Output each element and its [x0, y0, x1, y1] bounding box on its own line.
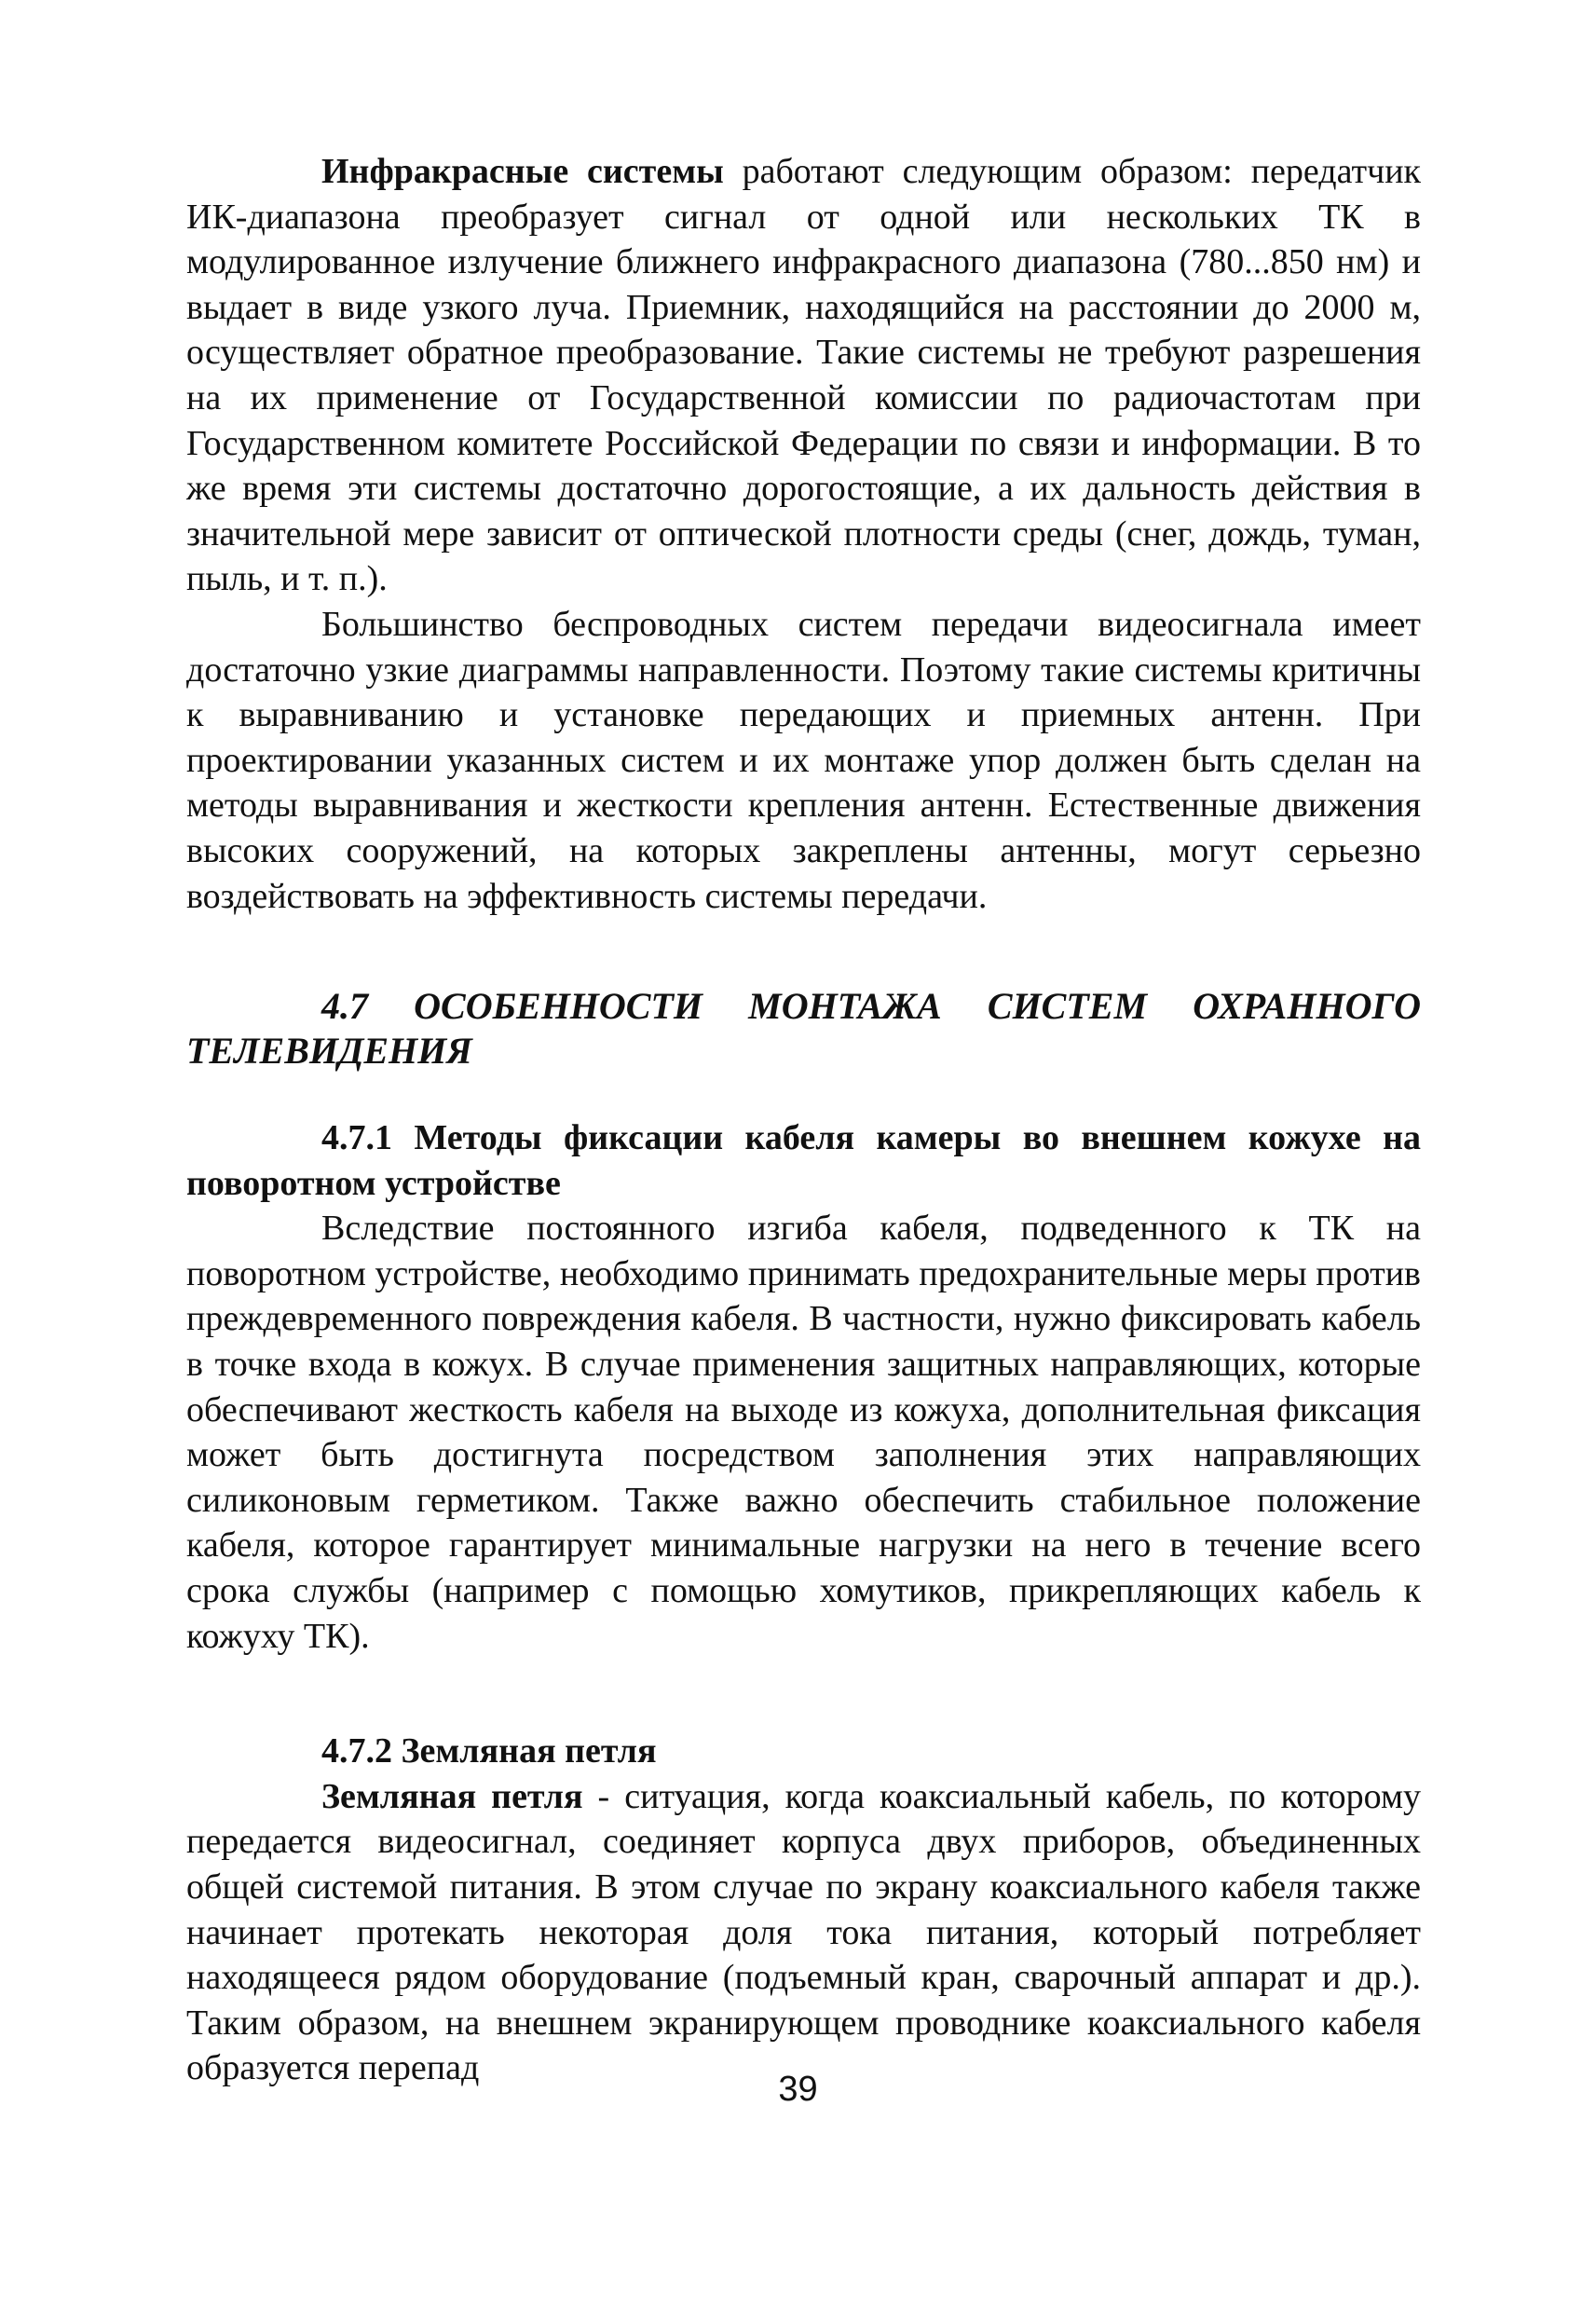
paragraph-ground-loop-text: - ситуация, когда коаксиальный кабель, по которому передается видеосигнал, соединяет корпуса двух приборов, объединенных общей системой питания. В этом случае по экрану коаксиального кабеля также начинает протекать некоторая доля тока питания, который потребляет находящееся рядом оборудование (подъемный кран, сварочный аппарат и др.). Таким образом, на внешнем экранирующем проводнике коаксиального кабеля образуется перепад	[186, 1776, 1421, 2088]
subsection-title-cable-fixation: 4.7.1 Методы фиксации кабеля камеры во внешнем кожухе на поворотном устройстве	[186, 1118, 1421, 1203]
paragraph-wireless-systems: Большинство беспроводных систем передачи видеосигнала имеет достаточно узкие диаграммы направленности. Поэтому такие системы критичны к выравниванию и установке передающих и приемных антенн. При проектировании указанных систем и их монтаже упор должен быть сделан на методы выравнивания и жесткости крепления антенн. Естественные движения высоких сооружений, на которых закреплены антенны, могут серьезно воздействовать на эффективность системы передачи.	[186, 604, 1421, 916]
page-content	[186, 149, 1421, 2091]
term-ground-loop: Земляная петля	[321, 1776, 583, 1816]
term-infrared-systems: Инфракрасные системы	[321, 152, 724, 191]
subsection-title-ground-loop: 4.7.2 Земляная петля	[321, 1731, 657, 1771]
paragraph-cable-fixation: Вследствие постоянного изгиба кабеля, подведенного к ТК на поворотном устройстве, необходимо принимать предохранительные меры против преждевременного повреждения кабеля. В частности, нужно фиксировать кабель в точке входа в кожух. В случае применения защитных направляющих, которые обеспечивают жесткость кабеля на выходе из кожуха, дополнительная фиксация может быть достигнута посредством заполнения этих направляющих силиконовым герметиком. Также важно обеспечить стабильное положение кабеля, которое гарантирует минимальные нагрузки на него в течение всего срока службы (например с помощью хомутиков, прикрепляющих кабель к кожуху ТК).	[186, 1209, 1421, 1656]
page-number: 39	[778, 2070, 818, 2109]
paragraph-infrared-systems	[186, 149, 1421, 602]
paragraph-ground-loop	[186, 1774, 1421, 2091]
paragraph-infrared-systems-text: работают следующим образом: передатчик ИК-диапазона преобразует сигнал от одной или нескольких ТК в модулированное излучение ближнего инфракрасного диапазона (780...850 нм) и выдает в виде узкого луча. Приемник, находящийся на расстоянии до 2000 м, осуществляет обратное преобразование. Такие системы не требуют разрешения на их применение от Государственной комиссии по радиочастотам при Государственном комитете Российской Федерации по связи и информации. В то же время эти системы достаточно дорогостоящие, а их дальность действия в значительной мере зависит от оптической плотности среды (снег, дождь, туман, пыль, и т. п.).	[186, 152, 1421, 599]
section-title: 4.7 ОСОБЕННОСТИ МОНТАЖА СИСТЕМ ОХРАННОГО ТЕЛЕВИДЕНИЯ	[186, 985, 1421, 1073]
